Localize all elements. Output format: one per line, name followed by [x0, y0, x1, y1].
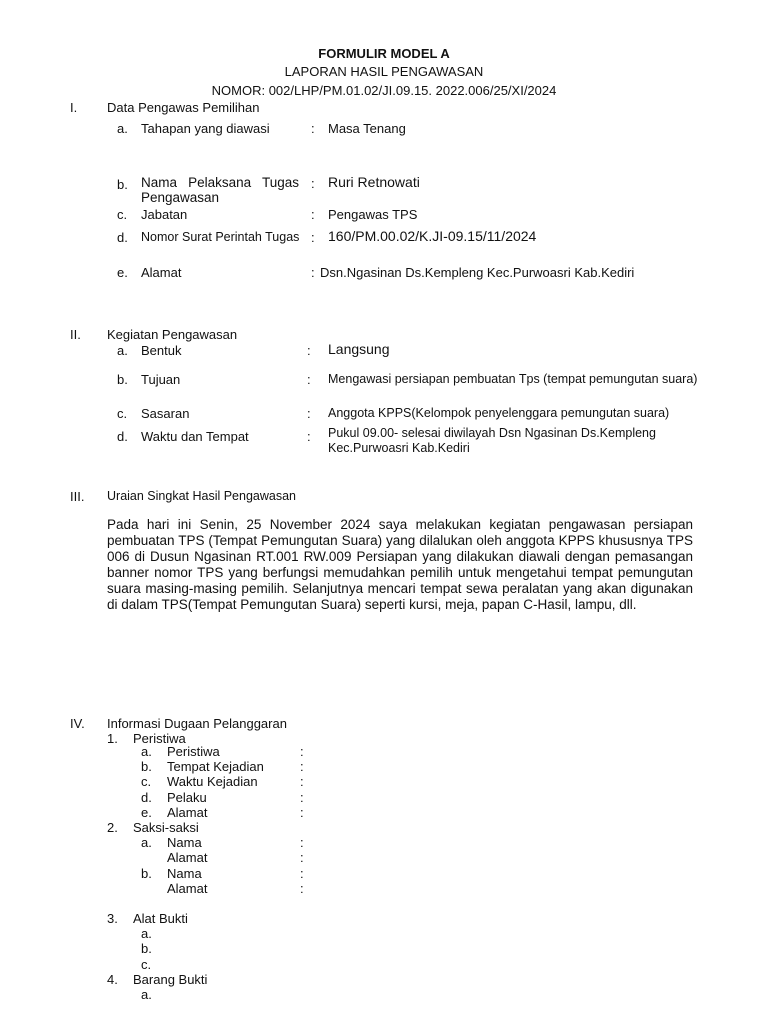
- item-letter: d.: [117, 230, 128, 245]
- field-colon: :: [300, 790, 304, 805]
- field-label: Alamat: [167, 850, 208, 865]
- section-2-number: II.: [70, 327, 81, 342]
- field-colon: :: [311, 230, 315, 245]
- field-colon: :: [300, 805, 304, 820]
- section-4-title: Informasi Dugaan Pelanggaran: [107, 716, 287, 731]
- item-letter: d.: [117, 429, 128, 444]
- field-value: Ruri Retnowati: [328, 174, 420, 190]
- field-label: Alamat: [167, 881, 208, 896]
- field-colon: :: [300, 774, 304, 789]
- item-letter: a.: [141, 987, 152, 1002]
- field-value: 160/PM.00.02/K.JI-09.15/11/2024: [328, 228, 537, 244]
- report-title: LAPORAN HASIL PENGAWASAN: [284, 64, 484, 79]
- item-letter: b.: [141, 759, 152, 774]
- subsection-number: 1.: [107, 731, 118, 746]
- field-label: Tempat Kejadian: [167, 759, 264, 774]
- item-letter: b.: [117, 177, 128, 192]
- item-letter: a.: [117, 121, 128, 136]
- field-label: Nama: [167, 835, 202, 850]
- item-letter: e.: [117, 265, 128, 280]
- field-label: Waktu Kejadian: [167, 774, 258, 789]
- subsection-number: 4.: [107, 972, 118, 987]
- field-value: Pukul 09.00- selesai diwilayah Dsn Ngasinan Ds.Kempleng Kec.Purwoasri Kab.Kediri: [328, 426, 656, 455]
- subsection-number: 3.: [107, 911, 118, 926]
- subsection-label: Alat Bukti: [133, 911, 188, 926]
- field-label: Nomor Surat Perintah Tugas: [141, 230, 300, 244]
- subsection-number: 2.: [107, 820, 118, 835]
- section-3-title: Uraian Singkat Hasil Pengawasan: [107, 489, 296, 503]
- field-label: Alamat: [167, 805, 208, 820]
- field-label: Nama Pelaksana Tugas Pengawasan: [141, 175, 299, 205]
- field-value: Mengawasi persiapan pembuatan Tps (tempat pemungutan suara): [328, 372, 698, 386]
- field-colon: :: [311, 176, 315, 191]
- section-3-number: III.: [70, 489, 85, 504]
- field-colon: :: [307, 343, 311, 358]
- field-colon: :: [307, 429, 311, 444]
- field-value: Masa Tenang: [328, 121, 406, 136]
- item-letter: c.: [117, 406, 128, 421]
- field-label: Tujuan: [141, 372, 181, 387]
- summary-paragraph: Pada hari ini Senin, 25 November 2024 saya melakukan kegiatan pengawasan persiapan pembuatan TPS (Tempat Pemungutan Suara) yang dilalukan oleh anggota KPPS khususnya TPS 006 di Dusun Ngasinan RT.001 RW.009 Persiapan yang dilakukan diawali dengan pemasangan banner nomor TPS yang berfungsi memudahkan pemilih untuk mengetahui tempat pemungutan suara masing-masing pemilih. Selanjutnya mencari tempat sewa peralatan yang akan digunakan di dalam TPS(Tempat Pemungutan Suara) seperti kursi, meja, papan C-Hasil, lampu, dll.: [107, 517, 693, 612]
- field-label: Alamat: [141, 265, 182, 280]
- item-letter: a.: [141, 926, 152, 941]
- field-colon: :: [311, 265, 315, 280]
- section-2-title: Kegiatan Pengawasan: [107, 327, 238, 342]
- section-1-title: Data Pengawas Pemilihan: [107, 100, 260, 115]
- item-letter: c.: [141, 774, 152, 789]
- field-colon: :: [307, 406, 311, 421]
- section-4-number: IV.: [70, 716, 85, 731]
- field-colon: :: [300, 744, 304, 759]
- subsection-label: Saksi-saksi: [133, 820, 199, 835]
- item-letter: b.: [141, 866, 152, 881]
- section-1-number: I.: [70, 100, 78, 115]
- item-letter: b.: [117, 372, 128, 387]
- field-colon: :: [311, 207, 315, 222]
- item-letter: a.: [141, 744, 152, 759]
- field-value: Pengawas TPS: [328, 207, 418, 222]
- field-label: Waktu dan Tempat: [141, 429, 249, 444]
- subsection-label: Barang Bukti: [133, 972, 208, 987]
- field-label: Nama: [167, 866, 202, 881]
- field-colon: :: [300, 835, 304, 850]
- field-colon: :: [300, 759, 304, 774]
- field-label: Peristiwa: [167, 744, 220, 759]
- item-letter: a.: [117, 343, 128, 358]
- item-letter: d.: [141, 790, 152, 805]
- item-letter: a.: [141, 835, 152, 850]
- field-colon: :: [311, 121, 315, 136]
- item-letter: c.: [141, 957, 152, 972]
- field-value: Langsung: [328, 341, 390, 357]
- field-colon: :: [307, 372, 311, 387]
- item-letter: c.: [117, 207, 128, 222]
- field-colon: :: [300, 866, 304, 881]
- item-letter: e.: [141, 805, 152, 820]
- field-label: Pelaku: [167, 790, 207, 805]
- document-number: NOMOR: 002/LHP/PM.01.02/JI.09.15. 2022.006/25/XI/2024: [211, 83, 557, 98]
- field-label: Jabatan: [141, 207, 188, 222]
- field-value: Dsn.Ngasinan Ds.Kempleng Kec.Purwoasri Kab.Kediri: [320, 265, 635, 280]
- field-label: Bentuk: [141, 343, 182, 358]
- field-value: Anggota KPPS(Kelompok penyelenggara pemungutan suara): [328, 406, 670, 420]
- form-title: FORMULIR MODEL A: [318, 46, 450, 61]
- field-colon: :: [300, 850, 304, 865]
- subsection-label: Peristiwa: [133, 731, 186, 746]
- field-label: Tahapan yang diawasi: [141, 121, 270, 136]
- field-colon: :: [300, 881, 304, 896]
- field-label: Sasaran: [141, 406, 190, 421]
- item-letter: b.: [141, 941, 152, 956]
